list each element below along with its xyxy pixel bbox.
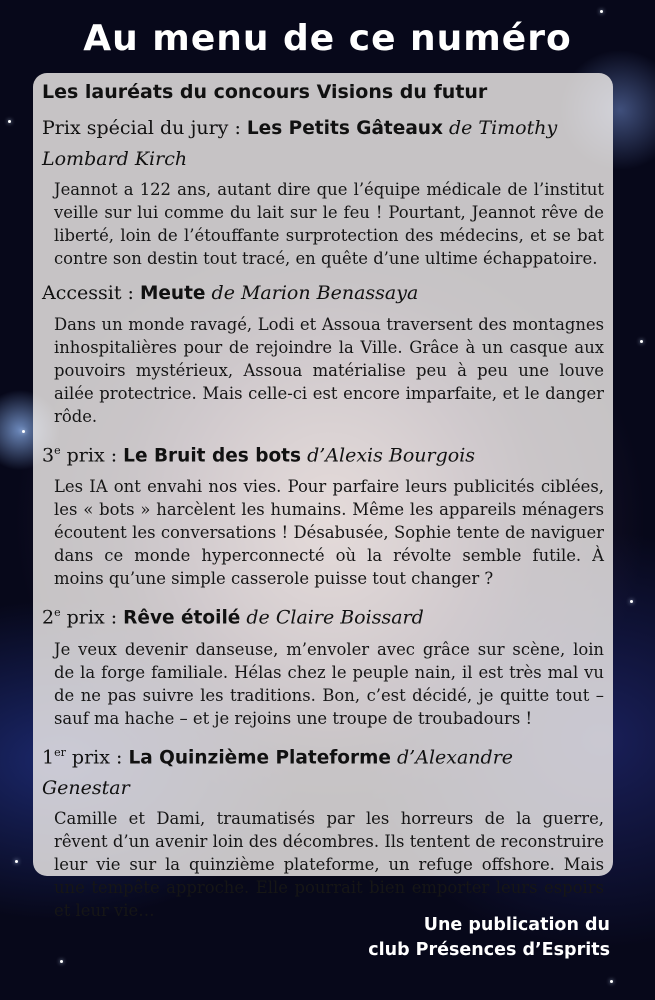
section-subtitle: Les lauréats du concours Visions du futur [42,81,488,103]
star-icon [640,340,643,343]
entry-rank-suffix: e [54,606,61,620]
list-item [42,738,604,922]
entry-rank: 1 [42,745,55,768]
book-author: d’Alexandre Genestar [42,745,514,799]
book-title: La Quinzième Plateforme [128,746,391,768]
book-title: Les Petits Gâteaux [246,118,443,139]
list-item [42,113,604,270]
star-icon [8,120,11,123]
contents-panel [33,73,613,920]
book-title: Le Bruit des bots [123,445,302,467]
entry-rank-label: prix [60,606,105,629]
list-item [42,598,604,729]
list-item [42,278,604,428]
entry-heading: 1er prix : La Quinzième Plateforme d’Alexandre Genestar [42,745,514,799]
star-icon [610,980,613,983]
star-icon [630,600,633,603]
star-icon [22,430,25,433]
book-author: d’Alexis Bourgois [307,444,476,467]
entry-rank: 2 [42,606,55,629]
entry-rank: Accessit [42,282,122,304]
book-author: de Marion Benassaya [211,282,419,304]
book-description: Dans un monde ravagé, Lodi et Assoua traversent des montagnes inhospitalières pour de rejoindre la Ville. Grâce à un casque aux pouvoirs mystérieux, Assoua matérialise peu à peu une louve ailée protectrice. Mais celle-ci est encore imparfaite, et le danger rôde. [54,315,604,426]
book-description: Les IA ont envahi nos vies. Pour parfaire leurs publicités ciblées, les « bots » harcèlent les humains. Même les appareils ménagers écoutent les conversations ! Désabusée, Sophie tente de naviguer dans ce monde hyperconnecté où la révolte semble futile. À moins qu’une simple casserole puisse tout changer ? [54,477,604,589]
entry-rank-suffix: e [54,444,61,457]
entry-rank-label: prix [65,745,110,768]
publisher-credit [368,913,610,963]
list-item [42,436,604,590]
credit-line-2: club Présences d’Esprits [368,940,610,960]
entry-heading: 2e prix : Rêve étoilé de Claire Boissard [42,606,424,629]
book-description: Jeannot a 122 ans, autant dire que l’équipe médicale de l’institut veille sur lui comme du lait sur le feu ! Pourtant, Jeannot rêve de liberté, loin de l’étouffante surprotection des médecins, et se bat contre son destin tout tracé, en quête d’une ultime échappatoire. [54,180,604,268]
star-icon [60,960,63,963]
entry-rank: 3 [42,444,55,467]
entry-heading: Accessit : Meute de Marion Benassaya [42,282,419,304]
entry-rank: Prix spécial du jury [42,117,229,139]
book-description: Je veux devenir danseuse, m’envoler avec grâce sur scène, loin de la forge familiale. Hélas chez le peuple nain, il est très mal vu de ne pas suivre les traditions. Bon, c’est décidé, je quitte tout – sauf ma hache – et je rejoins une troupe de troubadours ! [54,639,604,728]
book-title: Meute [139,283,206,304]
entry-heading: Prix spécial du jury : Les Petits Gâteaux de Timothy Lombard Kirch [42,117,558,170]
entry-heading: 3e prix : Le Bruit des bots d’Alexis Bourgois [42,444,476,467]
entry-rank-label: prix [60,444,105,467]
star-icon [600,10,603,13]
star-icon [15,860,18,863]
entry-rank-suffix: er [54,745,66,759]
book-description: Camille et Dami, traumatisés par les horreurs de la guerre, rêvent d’un avenir loin des décombres. Ils tentent de reconstruire leur vie sur la quinzième plateforme, un refuge offshore. Mais une tempête approche. Elle pourrait bien emporter leurs espoirs et leur vie… [54,808,604,920]
book-title: Rêve étoilé [123,607,241,629]
credit-line-1: Une publication du [423,915,610,935]
page-title: Au menu de ce numéro [83,18,572,59]
book-author: de Claire Boissard [246,606,424,629]
book-author: de Timothy Lombard Kirch [42,117,558,170]
